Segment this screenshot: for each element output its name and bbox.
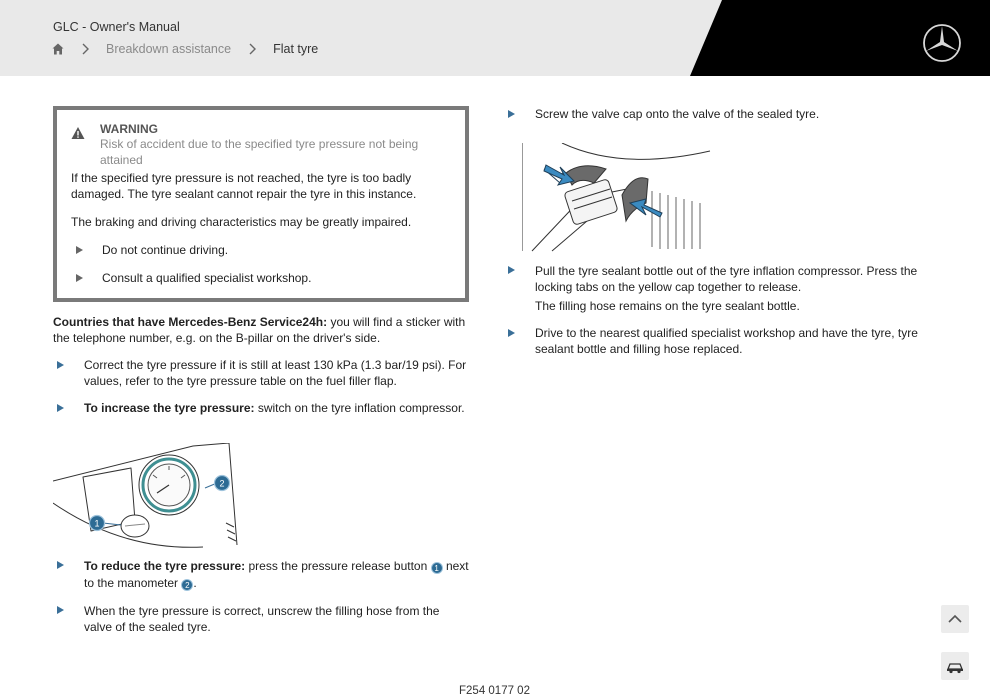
- warning-text-2: The braking and driving characteristics may be greatly impaired.: [71, 215, 412, 229]
- breadcrumb: [52, 42, 318, 56]
- unscrew-hose-step: When the tyre pressure is correct, unscrew the filling hose from the valve of the sealed tyre.: [84, 604, 440, 634]
- compressor-illustration: [53, 443, 238, 551]
- warning-title: WARNING: [100, 122, 158, 136]
- warning-subtitle: Risk of accident due to the specified tyre pressure not being attained: [100, 137, 419, 167]
- warning-box: [53, 106, 469, 302]
- increase-pressure-step: To increase the tyre pressure: switch on the tyre inflation compressor.: [84, 401, 465, 415]
- vehicle-view-button[interactable]: [941, 652, 969, 680]
- callout-2: 2: [219, 478, 225, 489]
- bullet-arrow-icon: [76, 246, 83, 254]
- drive-to-workshop-step: Drive to the nearest qualified specialist workshop and have the tyre, tyre sealant bottle and filling hose replaced.: [535, 326, 918, 356]
- figure-code: F254 0177 02: [459, 685, 530, 697]
- screw-valve-cap-step: Screw the valve cap onto the valve of the sealed tyre.: [535, 107, 820, 121]
- bullet-arrow-icon: [57, 606, 64, 614]
- bullet-arrow-icon: [508, 110, 515, 118]
- mercedes-star-logo: [922, 23, 962, 63]
- warning-text-1: If the specified tyre pressure is not reached, the tyre is too badly damaged. The tyre sealant cannot repair the tyre in this instance.: [71, 171, 417, 201]
- callout-1: 1: [94, 518, 100, 529]
- pull-bottle-step: Pull the tyre sealant bottle out of the tyre inflation compressor. Press the locking tabs on the yellow cap together to release.: [535, 264, 918, 294]
- countries-note: Countries that have Mercedes-Benz Service24h: you will find a sticker with the telephone number, e.g. on the B-pillar on the driver's side.: [53, 315, 466, 345]
- breadcrumb-flat-tyre: Flat tyre: [273, 42, 319, 56]
- home-icon[interactable]: [52, 43, 64, 55]
- bullet-arrow-icon: [57, 561, 64, 569]
- warning-bullet-2: Consult a qualified specialist workshop.: [102, 271, 312, 285]
- warning-triangle-icon: [71, 126, 85, 140]
- warning-bullet-1: Do not continue driving.: [102, 243, 229, 257]
- bullet-arrow-icon: [57, 404, 64, 412]
- reduce-pressure-step: To reduce the tyre pressure: press the pressure release button 1 next to the manometer 2 .: [84, 559, 469, 590]
- badge-1: 1: [431, 562, 443, 574]
- hose-remains-note: The filling hose remains on the tyre sealant bottle.: [535, 299, 800, 313]
- bullet-arrow-icon: [57, 361, 64, 369]
- bullet-arrow-icon: [508, 329, 515, 337]
- breadcrumb-breakdown-assistance[interactable]: Breakdown assistance: [106, 42, 232, 56]
- chevron-right-icon: [78, 42, 94, 56]
- car-icon: [941, 652, 969, 680]
- chevron-up-icon: [941, 605, 969, 633]
- badge-2: 2: [181, 579, 193, 591]
- bullet-arrow-icon: [508, 266, 515, 274]
- chevron-right-icon: [245, 42, 261, 56]
- manual-title: GLC - Owner's Manual: [53, 20, 180, 34]
- bullet-arrow-icon: [76, 274, 83, 282]
- scroll-to-top-button[interactable]: [941, 605, 969, 633]
- correct-pressure-step: Correct the tyre pressure if it is still at least 130 kPa (1.3 bar/19 psi). For values, refer to the tyre pressure table on the fuel filler flap.: [84, 358, 467, 388]
- sealant-bottle-illustration: [522, 143, 712, 253]
